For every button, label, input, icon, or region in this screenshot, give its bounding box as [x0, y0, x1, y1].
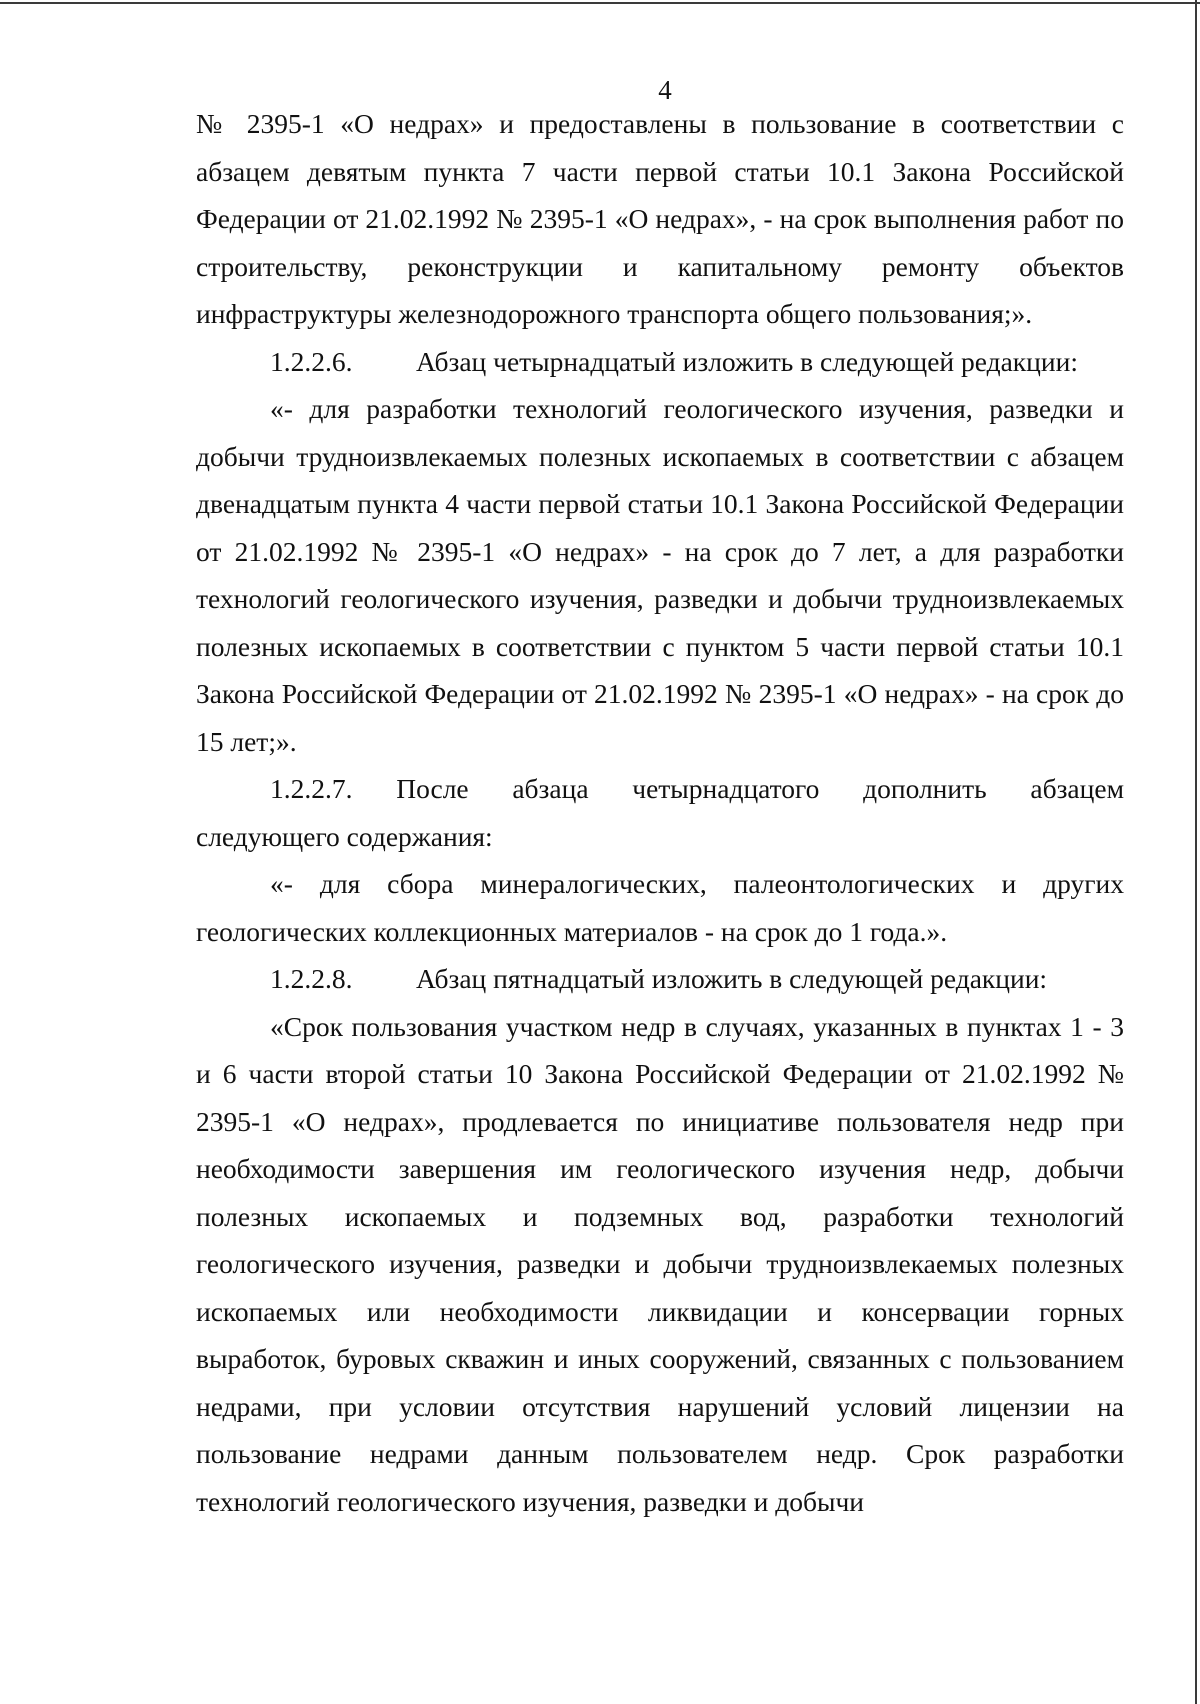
clause-1-2-2-6 [270, 338, 1124, 386]
scan-edge-top [0, 2, 1200, 4]
clause-text: Абзац пятнадцатый изложить в следующей редакции: [416, 963, 1048, 994]
clause-continuation: следующего содержания: [196, 820, 493, 852]
clause-text: Абзац четырнадцатый изложить в следующей редакции: [416, 345, 1078, 377]
document-body [196, 100, 1124, 1525]
paragraph-quote: «- для разработки технологий геологического изучения, разведки и добычи трудноизвлекаемых полезных ископаемых в соответствии с абзацем двенадцатым пункта 4 части первой статьи 10.1 Закона Российской Федерации от 21.02.1992 № 2395-1 «О недрах» - на срок до 7 лет, а для разработки технологий геологического изучения, разведки и добычи трудноизвлекаемых полезных ископаемых в соответствии с пунктом 5 части первой статьи 10.1 Закона Российской Федерации от 21.02.1992 № 2395-1 «О недрах» - на срок до 15 лет;». [196, 393, 1124, 757]
clause-number: 1.2.2.7. [270, 773, 353, 804]
clause-word: четырнадцатого [632, 773, 820, 804]
clause-1-2-2-7 [270, 765, 1124, 813]
clause-word: абзаца [512, 773, 589, 804]
paragraph-quote: «Срок пользования участком недр в случаях, указанных в пунктах 1 - 3 и 6 части второй статьи 10 Закона Российской Федерации от 21.02.1992 № 2395-1 «О недрах», продлевается по инициативе пользователя недр при необходимости завершения им геологического изучения недр, добычи полезных ископаемых и подземных вод, разработки технологий геологического изучения, разведки и добычи трудноизвлекаемых полезных ископаемых или необходимости ликвидации и консервации горных выработок, буровых скважин и иных сооружений, связанных с пользованием недрами, при условии отсутствия нарушений условий лицензии на пользование недрами данным пользователем недр. Срок разработки технологий геологического изучения, разведки и добычи [196, 1010, 1124, 1517]
paragraph-continuation: № 2395-1 «О недрах» и предоставлены в пользование в соответствии с абзацем девятым пункта 7 части первой статьи 10.1 Закона Российской Федерации от 21.02.1992 № 2395-1 «О недрах», - на срок выполнения работ по строительству, реконструкции и капитальному ремонту объектов инфраструктуры железнодорожного транспорта общего пользования;». [196, 108, 1124, 329]
scan-edge-right [1195, 0, 1197, 1704]
clause-word: После [396, 773, 469, 804]
page-number: 4 [658, 75, 672, 105]
paragraph-quote: «- для сбора минералогических, палеонтологических и других геологических коллекционных материалов - на срок до 1 года.». [196, 868, 1124, 947]
clause-word: дополнить [863, 773, 987, 804]
clause-word: абзацем [1030, 773, 1124, 804]
clause-number: 1.2.2.6. [270, 345, 353, 377]
clause-1-2-2-8 [270, 955, 1124, 1003]
clause-number: 1.2.2.8. [270, 963, 353, 994]
